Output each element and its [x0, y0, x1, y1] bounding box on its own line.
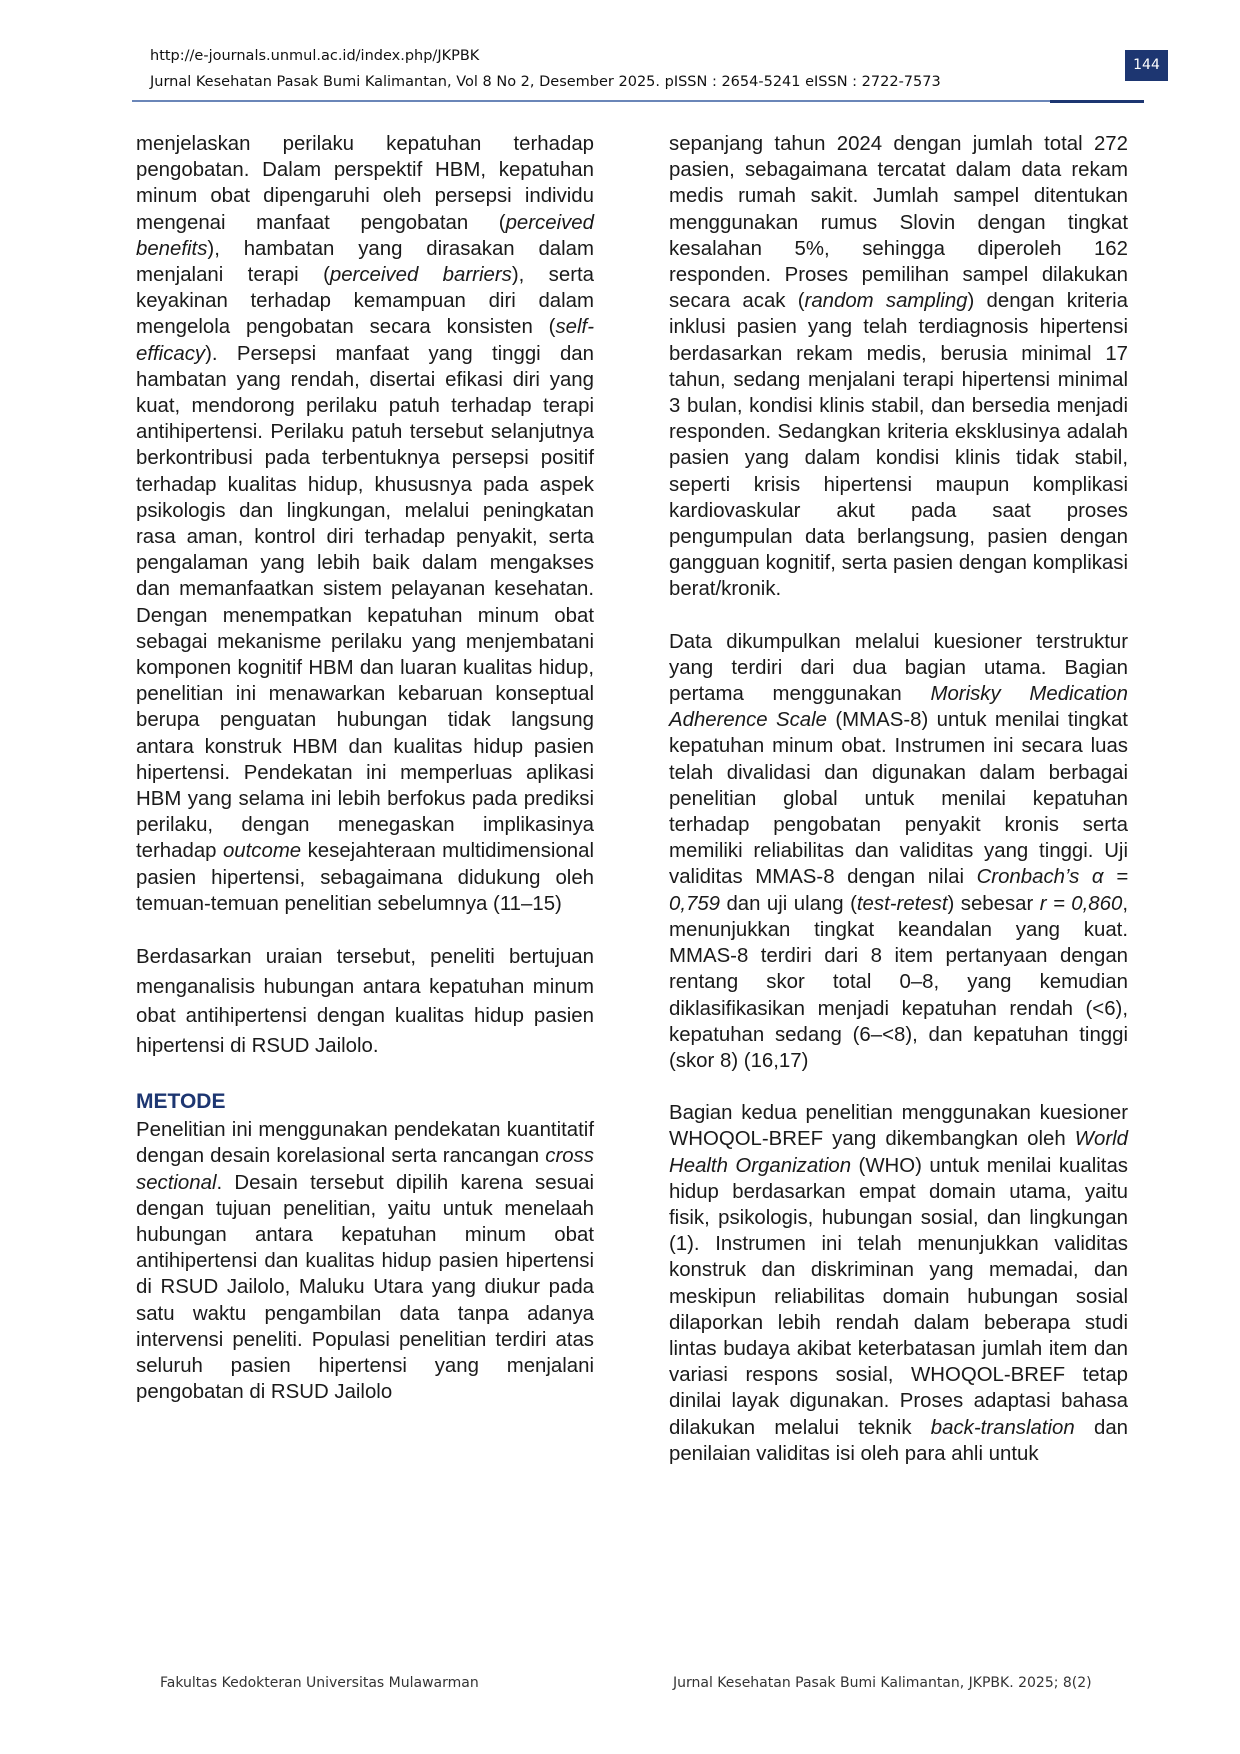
- right-paragraph-3: Bagian kedua penelitian menggunakan kuesioner WHOQOL-BREF yang dikembangkan oleh World Health Organization (WHO) untuk menilai kualitas hidup berdasarkan empat domain utama, yaitu fisik, psikologis, hubungan sosial, dan lingkungan (1). Instrumen ini telah menunjukkan validitas konstruk dan diskriminan yang memadai, dan meskipun reliabilitas domain hubungan sosial dilaporkan lebih rendah dalam beberapa studi lintas budaya akibat keterbatasan jumlah item dan variasi respons sosial, WHOQOL-BREF tetap dinilai layak digunakan. Proses adaptasi bahasa dilakukan melalui teknik back-translation dan penilaian validitas isi oleh para ahli untuk: [669, 1102, 1129, 1465]
- section-heading-metode: METODE: [136, 1090, 226, 1114]
- page-number-badge: 144: [1125, 50, 1168, 81]
- journal-citation-line: Jurnal Kesehatan Pasak Bumi Kalimantan, Vol 8 No 2, Desember 2025. pISSN : 2654-5241 eISSN : 2722-7573: [150, 74, 941, 90]
- header-divider-accent: [1050, 100, 1144, 103]
- left-paragraph-2: Berdasarkan uraian tersebut, peneliti bertujuan menganalisis hubungan antara kepatuhan minum obat antihipertensi dengan kualitas hidup pasien hipertensi di RSUD Jailolo.: [136, 946, 594, 1057]
- footer-institution: Fakultas Kedokteran Universitas Mulawarman: [160, 1675, 479, 1691]
- journal-url[interactable]: http://e-journals.unmul.ac.id/index.php/JKPBK: [150, 48, 480, 64]
- header-divider: [132, 100, 1132, 102]
- right-column: [669, 131, 1128, 1467]
- left-column: [136, 131, 594, 1405]
- right-paragraph-1: sepanjang tahun 2024 dengan jumlah total 272 pasien, sebagaimana tercatat dalam data rekam medis rumah sakit. Jumlah sampel ditentukan menggunakan rumus Slovin dengan tingkat kesalahan 5%, sehingga diperoleh 162 responden. Proses pemilihan sampel dilakukan secara acak (random sampling) dengan kriteria inklusi pasien yang telah terdiagnosis hipertensi berdasarkan rekam medis, berusia minimal 17 tahun, sedang menjalani terapi hipertensi minimal 3 bulan, kondisi klinis stabil, dan bersedia menjadi responden. Sedangkan kriteria eksklusinya adalah pasien yang dalam kondisi klinis tidak stabil, seperti krisis hipertensi maupun komplikasi kardiovaskular akut pada saat proses pengumpulan data berlangsung, pasien dengan gangguan kognitif, serta pasien dengan komplikasi berat/kronik.: [669, 133, 1128, 601]
- left-paragraph-3: Penelitian ini menggunakan pendekatan kuantitatif dengan desain korelasional serta rancangan cross sectional. Desain tersebut dipilih karena sesuai dengan tujuan penelitian, yaitu untuk menelaah hubungan antara kepatuhan minum obat antihipertensi dan kualitas hidup pasien hipertensi di RSUD Jailolo, Maluku Utara yang diukur pada satu waktu pengambilan data tanpa adanya intervensi peneliti. Populasi penelitian terdiri atas seluruh pasien hipertensi yang menjalani pengobatan di RSUD Jailolo: [136, 1119, 594, 1404]
- left-paragraph-1: menjelaskan perilaku kepatuhan terhadap pengobatan. Dalam perspektif HBM, kepatuhan minum obat dipengaruhi oleh persepsi individu mengenai manfaat pengobatan (perceived benefits), hambatan yang dirasakan dalam menjalani terapi (perceived barriers), serta keyakinan terhadap kemampuan diri dalam mengelola pengobatan secara konsisten (self-efficacy). Persepsi manfaat yang tinggi dan hambatan yang rendah, disertai efikasi diri yang kuat, mendorong perilaku patuh terhadap terapi antihipertensi. Perilaku patuh tersebut selanjutnya berkontribusi pada terbentuknya persepsi positif terhadap kualitas hidup, khususnya pada aspek psikologis dan lingkungan, melalui peningkatan rasa aman, kontrol diri terhadap penyakit, serta pengalaman yang lebih baik dalam mengakses dan memanfaatkan sistem pelayanan kesehatan. Dengan menempatkan kepatuhan minum obat sebagai mekanisme perilaku yang menjembatani komponen kognitif HBM dan luaran kualitas hidup, penelitian ini menawarkan kebaruan konseptual berupa penguatan hubungan tidak langsung antara konstruk HBM dan kualitas hidup pasien hipertensi. Pendekatan ini memperluas aplikasi HBM yang selama ini lebih berfokus pada prediksi perilaku, dengan menegaskan implikasinya terhadap outcome kesejahteraan multidimensional pasien hipertensi, sebagaimana didukung oleh temuan-temuan penelitian sebelumnya (11–15): [136, 133, 594, 915]
- right-paragraph-2: Data dikumpulkan melalui kuesioner terstruktur yang terdiri dari dua bagian utama. Bagian pertama menggunakan Morisky Medication Adherence Scale (MMAS-8) untuk menilai tingkat kepatuhan minum obat. Instrumen ini secara luas telah divalidasi dan digunakan dalam berbagai penelitian global untuk menilai kepatuhan terhadap pengobatan penyakit kronis serta memiliki reliabilitas dan validitas yang tinggi. Uji validitas MMAS-8 dengan nilai Cronbach’s α = 0,759 dan uji ulang (test-retest) sebesar r = 0,860, menunjukkan tingkat keandalan yang kuat. MMAS-8 terdiri dari 8 item pertanyaan dengan rentang skor total 0–8, yang kemudian diklasifikasikan menjadi kepatuhan rendah (<6), kepatuhan sedang (6–<8), dan kepatuhan tinggi (skor 8) (16,17): [669, 630, 1129, 1072]
- footer-citation: Jurnal Kesehatan Pasak Bumi Kalimantan, JKPBK. 2025; 8(2): [673, 1675, 1092, 1691]
